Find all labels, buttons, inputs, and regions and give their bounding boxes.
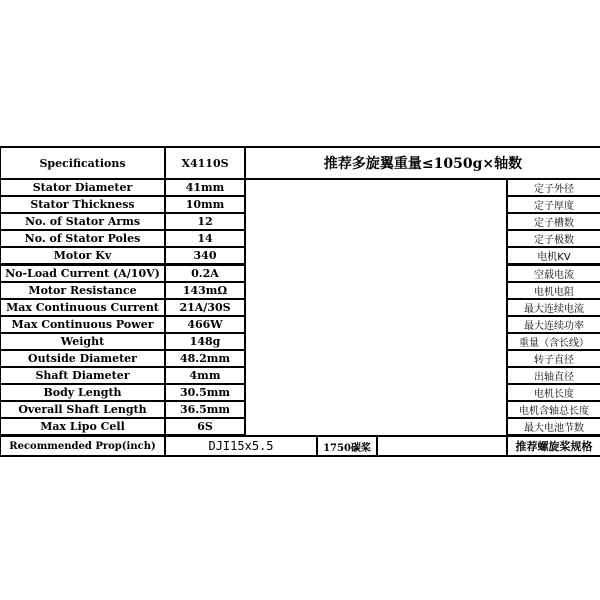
spec-chinese-label: 电机KV [506,246,600,265]
spec-value: 466W [164,315,246,334]
spec-chinese-label: 转子直径 [506,349,600,368]
spec-label: Max Continuous Current [0,298,166,317]
spec-chinese-label: 最大连续电流 [506,298,600,317]
blank-area [244,178,508,437]
spec-label: No-Load Current (A/10V) [0,264,166,283]
spec-label: Shaft Diameter [0,366,166,385]
recommended-blank [376,435,508,457]
spec-label: Max Continuous Power [0,315,166,334]
header-model: X4110S [164,146,246,180]
recommended-prop-value: DJI15x5.5 [164,435,318,457]
header-spec-label: Specifications [0,146,166,180]
spec-chinese-label: 定子槽数 [506,212,600,231]
spec-chinese-label: 定子外径 [506,178,600,197]
spec-chinese-label: 出轴直径 [506,366,600,385]
spec-value: 6S [164,417,246,436]
spec-value: 12 [164,212,246,231]
spec-label: No. of Stator Arms [0,212,166,231]
spec-chinese-label: 电机含轴总长度 [506,400,600,419]
spec-chinese-label: 最大连续功率 [506,315,600,334]
recommended-cn-label: 推荐螺旋桨规格 [506,435,600,457]
header-title: 推荐多旋翼重量≤1050g×轴数 [244,146,600,180]
recommended-prop-cn: 1750碳桨 [316,435,378,457]
spec-value: 36.5mm [164,400,246,419]
spec-value: 143mΩ [164,281,246,300]
recommended-prop-label: Recommended Prop(inch) [0,435,166,457]
spec-chinese-label: 重量（含长线） [506,332,600,351]
spec-label: Overall Shaft Length [0,400,166,419]
spec-chinese-label: 定子厚度 [506,195,600,214]
spec-label: Motor Kv [0,246,166,265]
spec-value: 30.5mm [164,383,246,402]
spec-chinese-label: 空载电流 [506,264,600,283]
spec-label: Max Lipo Cell [0,417,166,436]
spec-value: 148g [164,332,246,351]
spec-chinese-label: 电机长度 [506,383,600,402]
spec-value: 10mm [164,195,246,214]
spec-value: 340 [164,246,246,265]
spec-value: 4mm [164,366,246,385]
spec-value: 0.2A [164,264,246,283]
spec-value: 48.2mm [164,349,246,368]
spec-chinese-label: 电机电阻 [506,281,600,300]
spec-chinese-label: 最大电池节数 [506,417,600,436]
spec-label: Body Length [0,383,166,402]
spec-label: No. of Stator Poles [0,229,166,248]
spec-label: Outside Diameter [0,349,166,368]
spec-label: Weight [0,332,166,351]
spec-chinese-label: 定子极数 [506,229,600,248]
spec-value: 21A/30S [164,298,246,317]
spec-value: 41mm [164,178,246,197]
spec-value: 14 [164,229,246,248]
spec-label: Motor Resistance [0,281,166,300]
spec-label: Stator Diameter [0,178,166,197]
spec-label: Stator Thickness [0,195,166,214]
